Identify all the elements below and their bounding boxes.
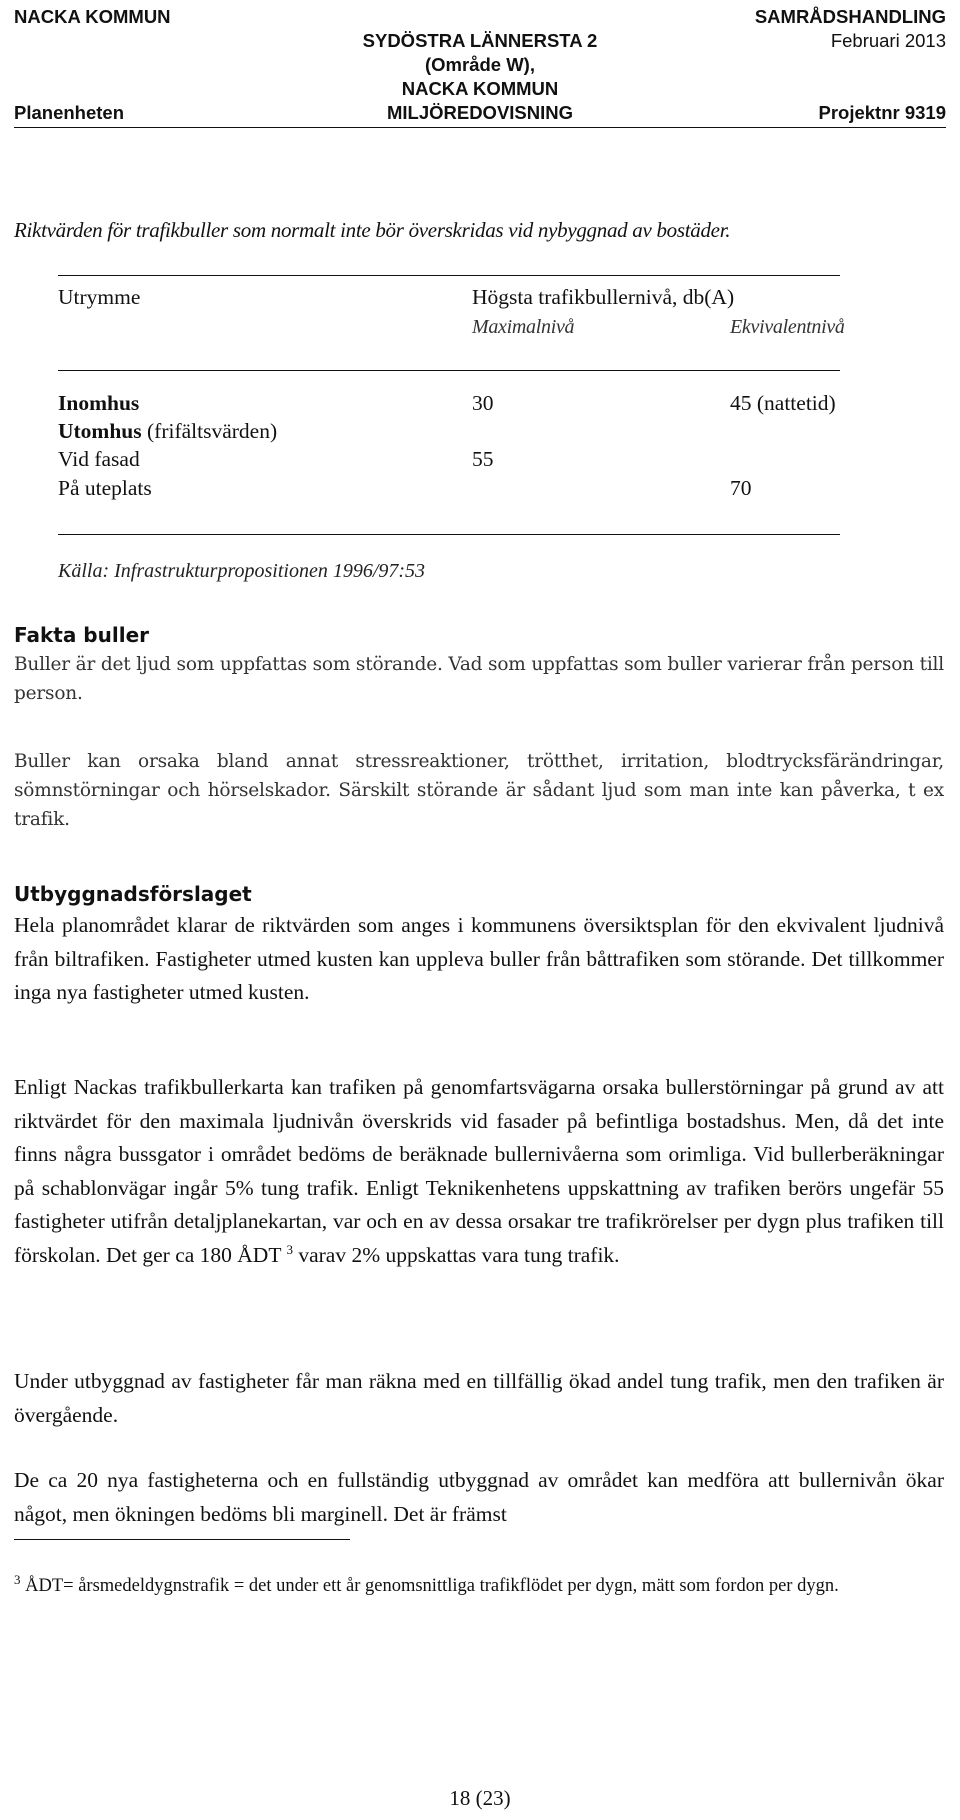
footnote-number: 3 bbox=[14, 1571, 21, 1587]
section-title-forslag: Utbyggnadsförslaget bbox=[14, 882, 252, 906]
row-label-bold: Utomhus bbox=[58, 419, 142, 443]
paragraph-forslag-4: De ca 20 nya fastigheterna och en fullständig utbyggnad av området kan medföra att bullernivån ökar något, men ökningen bedöms bli marginell. Det är främst bbox=[14, 1468, 944, 1526]
paragraph-fakta-2: Buller kan orsaka bland annat stressreaktioner, trötthet, irritation, blodtrycksfärändringar, sömnstörningar och hörselskador. Särskilt störande är sådant ljud som man inte kan påverka, t ex trafik. bbox=[14, 751, 944, 830]
table-row bbox=[58, 447, 140, 472]
table-caption: Riktvärden för trafikbuller som normalt inte bör överskridas vid nybyggnad av bostäder. bbox=[14, 218, 731, 242]
paragraph-forslag-2 bbox=[14, 1071, 944, 1272]
section-title-fakta: Fakta buller bbox=[14, 623, 149, 647]
header-unit: Planenheten bbox=[14, 102, 124, 123]
table-top-rule bbox=[58, 275, 840, 276]
header-title-line1: SYDÖSTRA LÄNNERSTA 2 bbox=[362, 30, 598, 51]
table-row bbox=[58, 419, 277, 444]
row-label: (frifältsvärden) bbox=[141, 419, 278, 443]
footnote-text: ÅDT= årsmedeldygnstrafik = det under ett år genomsnittliga trafikflödet per dygn, mätt som fordon per dygn. bbox=[20, 1576, 839, 1596]
table-bottom-rule bbox=[58, 534, 840, 535]
row-eq-value: 70 bbox=[730, 476, 752, 500]
paragraph-forslag-2-text: Enligt Nackas trafikbullerkarta kan trafiken på genomfartsvägarna orsaka bullerstörningar på grund av att riktvärdet för den maximala ljudnivån överskrids vid fasader på befintliga bostadshus. Men, då det inte finns några bussgator i området bedöms de beräknade bullernivåerna som orimliga. Vid bullerberäkningar på schablonvägar ingår 5% tung trafik. Enligt Teknikenhetens uppskattning av trafiken berörs ungefär 55 fastigheter utifrån detaljplanekartan, var och en av dessa orsakar tre trafikrörelser per dygn plus trafiken till förskolan. Det ger ca 180 ÅDT bbox=[14, 1075, 944, 1267]
row-label: Vid fasad bbox=[58, 447, 140, 471]
header-project: Projektnr 9319 bbox=[818, 102, 946, 123]
col-header-eq: Ekvivalentnivå bbox=[730, 316, 845, 338]
row-max-value: 55 bbox=[472, 447, 494, 471]
row-max-value: 30 bbox=[472, 391, 494, 415]
header-title-line4: MILJÖREDOVISNING bbox=[386, 102, 574, 123]
paragraph-fakta-1: Buller är det ljud som uppfattas som störande. Vad som uppfattas som buller varierar från person till person. bbox=[14, 654, 944, 704]
page-header bbox=[14, 6, 946, 126]
footnote-rule bbox=[14, 1539, 350, 1540]
table-row bbox=[58, 476, 152, 501]
footnote bbox=[14, 1572, 944, 1600]
col-header-room: Utrymme bbox=[58, 285, 141, 309]
table-header-rule bbox=[58, 370, 840, 371]
footnote-ref: 3 bbox=[286, 1241, 293, 1257]
page-number: 18 (23) bbox=[449, 1786, 511, 1810]
header-doc-type: SAMRÅDSHANDLING bbox=[754, 6, 946, 27]
paragraph-forslag-2-end: varav 2% uppskattas vara tung trafik. bbox=[292, 1242, 620, 1267]
paragraph-forslag-3: Under utbyggnad av fastigheter får man räkna med en tillfällig ökad andel tung trafik, men den trafiken är övergående. bbox=[14, 1369, 944, 1427]
row-eq-value: 45 (nattetid) bbox=[730, 391, 836, 415]
header-title-line3: NACKA KOMMUN bbox=[401, 78, 559, 99]
table-source: Källa: Infrastrukturpropositionen 1996/97:53 bbox=[58, 560, 426, 582]
row-label-bold: Inomhus bbox=[58, 391, 140, 415]
header-date: Februari 2013 bbox=[830, 30, 946, 51]
table-row bbox=[58, 391, 139, 416]
header-divider bbox=[14, 127, 946, 128]
col-header-level: Högsta trafikbullernivå, db(A) bbox=[472, 285, 735, 309]
header-org: NACKA KOMMUN bbox=[14, 6, 171, 27]
paragraph-forslag-1: Hela planområdet klarar de riktvärden som anges i kommunens översiktsplan för den ekvivalent ljudnivå från biltrafiken. Fastigheter utmed kusten kan uppleva buller från båttrafiken som störande. Det tillkommer inga nya fastigheter utmed kusten. bbox=[14, 913, 944, 1004]
col-header-max: Maximalnivå bbox=[472, 316, 575, 338]
header-title-line2: (Område W), bbox=[425, 54, 535, 75]
row-label: På uteplats bbox=[58, 476, 152, 500]
